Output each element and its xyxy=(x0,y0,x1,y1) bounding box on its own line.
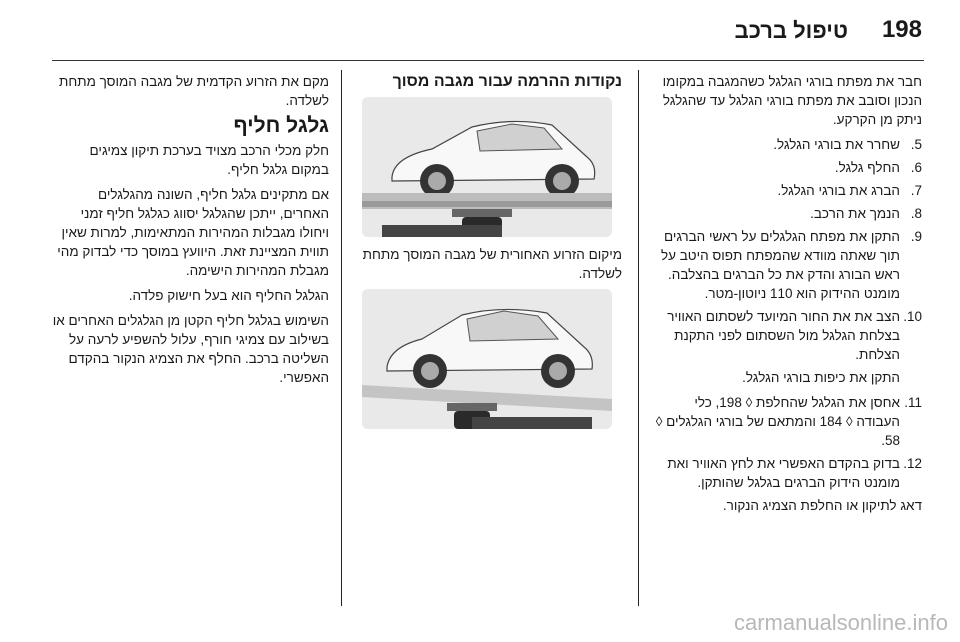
step-6: 6. החלף גלגל. xyxy=(834,160,922,175)
step-9: 9. התקן את מפתח הגלגלים על ראשי הברגים תוך שאתה מוודא שהמפתח תפוס היטב על ראש הבורג והדק את כל הברגים בהצלבה. מומנט ההידוק הוא 110 ניוטון-מטר. xyxy=(660,229,922,301)
column-divider-left xyxy=(341,70,342,606)
spare-paragraph-1: חלק מכלי הרכב מצויד בערכת תיקון צמיגים במקום גלגל חליף. xyxy=(89,143,329,177)
page-header xyxy=(0,0,960,62)
intro-paragraph: חבר את מפתח בורגי הגלגל כשהמגבה במקומו הנכון וסובב את מפתח בורגי הגלגל עד שהגלגל ניתק מן הקרקע. xyxy=(662,74,922,127)
step-12: 12. בדוק בהקדם האפשרי את לחץ האוויר ואת מומנט הידוק הברגים בגלגל שהותקן. xyxy=(667,456,922,490)
lift-points-heading: נקודות ההרמה עבור מגבה מסוך xyxy=(392,73,622,90)
page-number: 198 xyxy=(881,16,922,43)
rear-lift-illustration xyxy=(362,97,612,237)
column-divider-right xyxy=(638,70,639,606)
step-5: 5. שחרר את בורגי הגלגל. xyxy=(773,137,922,152)
step-8: 8. הנמך את הרכב. xyxy=(810,206,922,221)
spare-paragraph-4: השימוש בגלגל חליף הקטן מן הגלגלים האחרים או בשילוב עם צמיגי חורף, עלול להשפיע לרעה על השליטה ברכב. החלף את הצמיג הנקור בהקדם האפשרי. xyxy=(52,313,329,385)
steps-list xyxy=(650,135,922,364)
header-rule xyxy=(52,60,924,61)
front-lift-illustration xyxy=(362,289,612,429)
step-7: 7. הברג את בורגי הגלגל. xyxy=(777,183,922,198)
step-11: 11. אחסן את הגלגל שהחלפת ◊ 198, כלי העבודה ◊ 184 והמתאם של בורגי הגלגלים ◊ 58. xyxy=(655,395,922,448)
spare-paragraph-3: הגלגל החליף הוא בעל חישוק פלדה. xyxy=(128,288,329,303)
steps-list-continued xyxy=(650,393,922,492)
left-column xyxy=(52,72,329,393)
step-10-note: התקן את כיפות בורגי הגלגל. xyxy=(742,370,900,385)
outro-paragraph: דאג לתיקון או החלפת הצמיג הנקור. xyxy=(722,498,922,513)
front-lift-caption: מקם את הזרוע הקדמית של מגבה המוסך מתחת לשלדה. xyxy=(59,74,329,108)
step-10: 10. הצב את את החור המיועד לשסתום האוויר בצלחת הגלגל מול השסתום לפני התקנת הצלחת. xyxy=(667,309,922,362)
rear-lift-caption: מיקום הזרוע האחורית של מגבה המוסך מתחת לשלדה. xyxy=(362,247,622,281)
right-column xyxy=(650,72,922,521)
spare-paragraph-2: אם מתקינים גלגל חליף, השונה מהגלגלים האחרים, ייתכן שהגלגל יסווג כגלגל חליף זמני ויחולו מגבלות המהירות המתאימות, למרות שאין תווית המציינת זאת. היוועץ במוסך כדי לבדוק מהי מגבלת המהירות הישימה. xyxy=(57,187,329,278)
spare-wheel-heading: גלגל חליף xyxy=(233,114,329,137)
page-title: טיפול ברכב xyxy=(734,18,848,43)
middle-column xyxy=(352,72,622,429)
watermark: carmanualsonline.info xyxy=(733,610,948,635)
